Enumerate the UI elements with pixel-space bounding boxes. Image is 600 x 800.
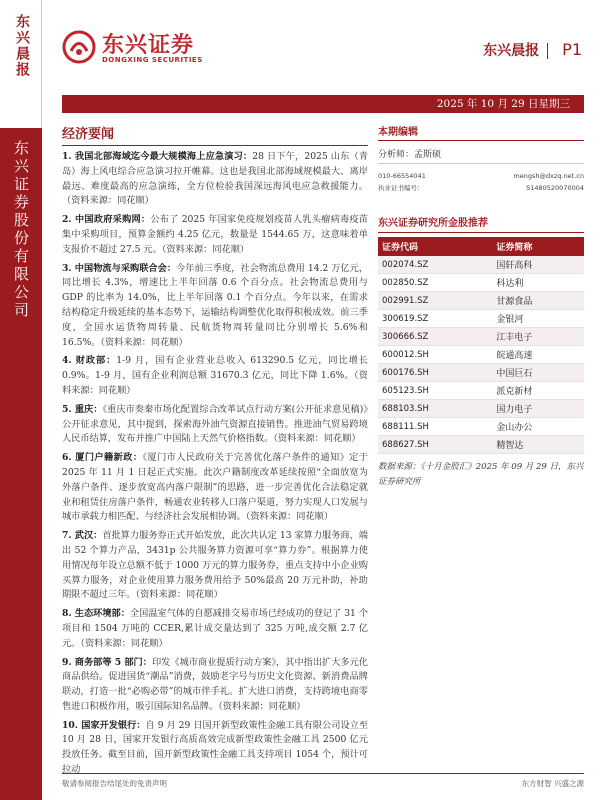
news-item-heading: 3. 中国物流与采购联合会：	[62, 262, 177, 274]
footer-slogan: 东方财智 兴盛之源	[521, 779, 584, 788]
stock-code: 002991.SZ	[378, 292, 492, 310]
stock-code: 300666.SZ	[378, 328, 492, 346]
stock-code: 688103.SH	[378, 400, 492, 418]
table-row	[378, 328, 584, 346]
logo-cn-text: 东兴证券	[102, 33, 195, 58]
news-item	[62, 403, 368, 447]
news-item	[62, 150, 368, 209]
news-item-body: 1-9 月，国有企业营业总收入 613290.5 亿元，同比增长 0.9%。1-9 月，国有企业利润总额 31670.3 亿元，同比下降 1.6%。（资料来源：同花顺）	[62, 355, 368, 396]
stock-name: 国力电子	[492, 400, 584, 418]
analyst-line	[378, 147, 584, 164]
cert-number: S1480520070004	[526, 184, 584, 192]
news-item-heading: 4. 财政部：	[62, 355, 117, 367]
news-item-body: 28 日下午，2025 山东（青岛）海上风电综合应急演习拉开帷幕。这也是我国北部海域规模最大、离岸最远、难度最高的应急演练，全方位检验我国深远海风电应急救援能力。（资料来源：同花顺）	[62, 151, 368, 207]
news-item-heading: 1. 我国北部海域迄今最大规模海上应急演习：	[62, 151, 253, 162]
news-item-body: 公布了 2025 年国家免疫规划疫苗人乳头瘤病毒疫苗集中采购项目，预算金额约 4.25 亿元，数量是 1544.65 万，这意味着单支报价不超过 27.5 元。（资料来源：同花顺）	[62, 214, 368, 255]
news-item-heading: 6. 厦门户籍新政：	[62, 452, 143, 464]
logo-en-text: DONGXING SECURITIES	[102, 56, 203, 64]
main-column	[62, 123, 368, 782]
stock-table-header	[378, 237, 584, 256]
editor-title: 本期编辑	[378, 123, 584, 141]
analyst-email[interactable]: mengsh@dxzq.net.cn	[513, 172, 584, 180]
sidebar	[0, 0, 42, 800]
news-item-body: 全国温室气体的自愿减排交易市场已经成功的登记了 31 个项目和 1504 万吨的 CCER,累计成交量达到了 325 万吨,成交额 2.7 亿元。（资料来源：同花顺）	[62, 608, 369, 649]
stock-code: 600012.SH	[378, 346, 492, 364]
stock-code: 688627.SH	[378, 436, 492, 454]
stock-name: 国轩高科	[492, 256, 584, 274]
stock-code: 002074.SZ	[378, 256, 492, 274]
news-item-body: 《重庆市奏秦市场化配置综合改革试点行动方案(公开征求意见稿)》公开征求意见，其中提到，探索海外油气资源直接销售。推进油气贸易跨境人民币结算，发布并推广中国陆上天然气价格指数。（资料来源：同花顺）	[62, 403, 368, 445]
news-item	[62, 529, 368, 603]
news-item-body: 印发《城市商业提质行动方案》，其中指出扩大多元化商品供给。促进国货“潮品”消费，鼓励老字号与历史文化资源、新消费品牌联动，打造一批“必购必带”的城市伴手礼。扩大进口消费，支持跨境电商零售进口积极作用，吸引国际知名品牌。（资料来源：同花顺）	[62, 656, 368, 712]
news-item-heading: 7. 武汉：	[62, 530, 103, 542]
col-name-header: 证券简称	[492, 237, 584, 256]
report-name: 东兴晨报	[483, 43, 540, 59]
disclaimer-note: 敬请参阅报告结尾处的免责声明	[62, 779, 167, 788]
sidebar-company-label: 东兴证券股份有限公司	[12, 140, 30, 320]
news-item-body: 自 9 月 29 日国开新型政策性金融工具有限公司设立至 10 月 28 日，国家开发银行高质高效完成新型政策性金融工具 2500 亿元投放任务。截至目前，国开新型政策性金融工具支持项目 1054 个，预计可拉动	[62, 719, 369, 776]
table-row	[378, 346, 584, 364]
stock-name: 甘源食品	[492, 292, 584, 310]
data-source-note: 数据来源：《十月金股汇》2025 年 09 月 29 日，东兴证券研究所	[378, 462, 584, 487]
stock-name: 科达利	[492, 274, 584, 292]
stock-code: 688111.SH	[378, 418, 492, 436]
news-item-body: 首批算力服务券正式开始发放，此次共认定 13 家算力服务商，端出 52 个算力产品，3431p 公共服务算力资源可享“算力券”。根据算力使用情况每年设立总额不低于 1000 万元的算力服务券，重点支持中小企业购买算力服务，对企业使用算力服务费用给予 50%最高 20 万元补助，补助期限不超过三年。（资料来源：同花顺）	[62, 530, 368, 601]
logo-mark-icon	[62, 30, 96, 64]
stock-code: 605123.SH	[378, 382, 492, 400]
cert-label: 执业证书编号：	[378, 184, 424, 192]
stock-code: 300619.SZ	[378, 310, 492, 328]
news-item	[62, 607, 368, 651]
news-item	[62, 719, 368, 778]
sidebar-report-label: 东兴晨报	[14, 14, 30, 78]
header-right	[483, 40, 582, 60]
stock-table-body	[378, 256, 584, 454]
news-item-heading: 8. 生态环境部：	[62, 608, 130, 620]
analyst-label: 分析师：	[378, 150, 415, 160]
news-list	[62, 150, 368, 778]
footer	[62, 773, 584, 789]
news-item	[62, 213, 368, 257]
table-row	[378, 382, 584, 400]
right-column	[378, 123, 584, 490]
report-date: 2025 年 10 月 29 日星期三	[436, 98, 570, 110]
contact-row	[378, 170, 584, 182]
stock-name: 精智达	[492, 436, 584, 454]
news-item	[62, 354, 368, 398]
news-item-heading: 9. 商务部等 5 部门：	[62, 656, 152, 668]
news-item	[62, 656, 368, 715]
news-item-heading: 10. 国家开发银行：	[62, 719, 146, 731]
stock-table	[378, 237, 584, 454]
company-logo	[62, 26, 222, 74]
sidebar-top	[0, 0, 42, 128]
stock-code: 600176.SH	[378, 364, 492, 382]
news-item-heading: 5. 重庆：	[62, 403, 103, 415]
news-item-body: 《厦门市人民政府关于完善优化落户条件的通知》定于 2025 年 11 月 1 日起正式实施。此次户籍制度改革延续按照“全面放宽为外落户条件、逐步放宽高内落户限制”的思路，进一步完善优化合法稳定就业和租赁住房落户条件，畅通农业转移人口落户渠道，努力实现人口发展与城市承载力相匹配、与经济社会发展相协调。（资料来源：同花顺）	[62, 452, 368, 523]
news-item	[62, 451, 368, 525]
table-row	[378, 418, 584, 436]
stock-recommend-title: 东兴证券研究所金股推荐	[378, 214, 584, 233]
analyst-phone: 010-66554041	[378, 172, 426, 180]
stock-name: 派克新材	[492, 382, 584, 400]
stock-name: 金银河	[492, 310, 584, 328]
stock-name: 中国巨石	[492, 364, 584, 382]
table-row	[378, 292, 584, 310]
stock-name: 皖通高速	[492, 346, 584, 364]
news-item-body: 今年前三季度，社会物流总费用 14.2 万亿元，同比增长 4.3%，增速比上半年回落 0.6 个百分点。社会物流总费用与 GDP 的比率为 14.0%，比上半年回落 0.1 个百分点。今年以来，在需求结构稳定升级延续的基本态势下，运输结构调整优化取得积极成效。前三季度，全国水运货物周转量、民航货物周转量同比分别增长 5.6%和 16.5%。（资料来源：同花顺）	[62, 262, 369, 348]
news-item	[62, 262, 368, 351]
page-number: P1	[562, 40, 582, 59]
table-row	[378, 364, 584, 382]
date-bar	[62, 95, 584, 113]
stock-code: 002850.SZ	[378, 274, 492, 292]
table-row	[378, 400, 584, 418]
table-row	[378, 436, 584, 454]
news-item-heading: 2. 中国政府采购网：	[62, 214, 151, 226]
table-row	[378, 274, 584, 292]
cert-row	[378, 182, 584, 194]
table-row	[378, 310, 584, 328]
stock-name: 金山办公	[492, 418, 584, 436]
header-divider	[547, 43, 548, 59]
stock-name: 江丰电子	[492, 328, 584, 346]
analyst-name: 孟斯硕	[414, 150, 442, 160]
section-title: 经济要闻	[62, 123, 368, 146]
table-row	[378, 256, 584, 274]
col-code-header: 证券代码	[378, 237, 492, 256]
